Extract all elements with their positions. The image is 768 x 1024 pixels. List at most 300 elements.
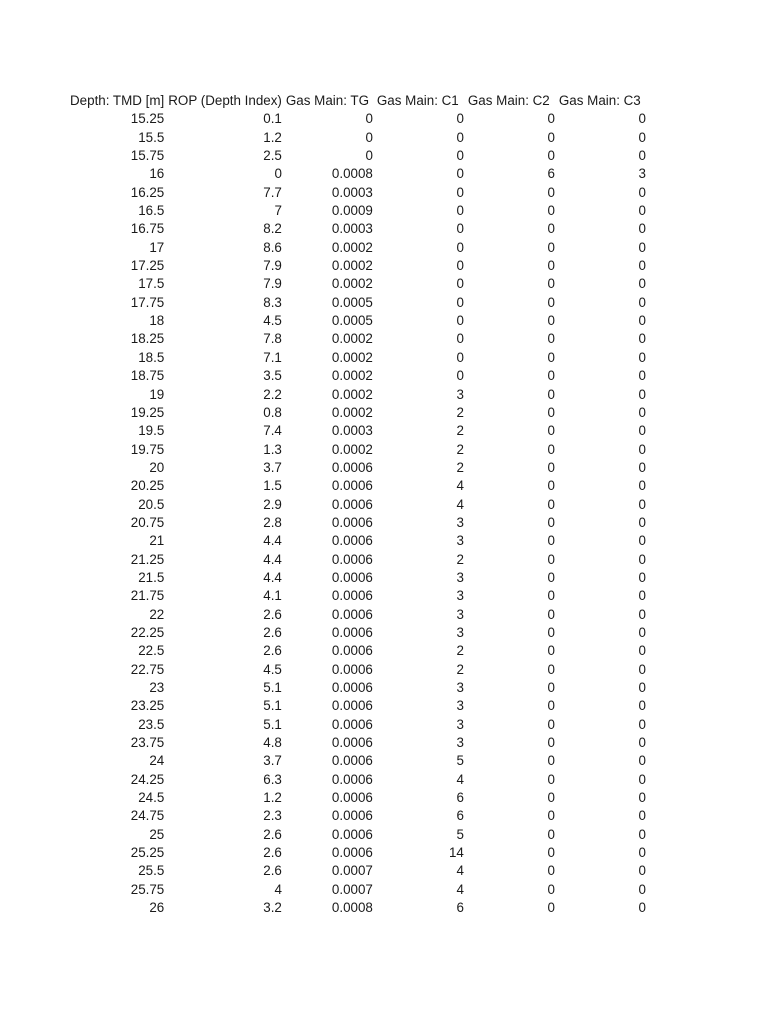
table-row xyxy=(68,661,648,679)
cell-gas-c1: 4 xyxy=(456,478,464,494)
cell-gas-c2: 0 xyxy=(547,423,555,439)
cell-gas-tg: 0 xyxy=(365,129,373,145)
cell-gas-c3: 0 xyxy=(638,258,646,274)
cell-gas-c3: 0 xyxy=(638,184,646,200)
cell-gas-c3: 0 xyxy=(638,221,646,237)
cell-gas-c1: 3 xyxy=(456,680,464,695)
table-row xyxy=(68,752,648,770)
table-row xyxy=(68,184,648,202)
cell-rop: 6.3 xyxy=(263,771,282,787)
cell-gas-tg: 0.0007 xyxy=(331,881,373,897)
cell-gas-tg: 0.0006 xyxy=(331,514,373,530)
cell-rop: 7.4 xyxy=(263,423,282,439)
table-row xyxy=(68,147,648,165)
cell-rop: 1.2 xyxy=(263,129,282,145)
cell-gas-c2: 0 xyxy=(547,533,555,549)
cell-rop: 2.6 xyxy=(263,624,282,640)
cell-depth: 17.5 xyxy=(138,276,165,292)
cell-gas-c3: 0 xyxy=(638,716,646,732)
cell-gas-c3: 0 xyxy=(638,313,646,329)
cell-gas-c2: 0 xyxy=(547,404,555,420)
cell-depth: 24.5 xyxy=(138,790,165,806)
cell-gas-c2: 0 xyxy=(547,258,555,274)
cell-rop: 2.3 xyxy=(263,808,282,824)
cell-gas-c2: 0 xyxy=(547,386,555,402)
table-row xyxy=(68,844,648,862)
cell-gas-tg: 0.0006 xyxy=(331,771,373,787)
cell-gas-c3: 0 xyxy=(638,680,646,695)
cell-rop: 1.3 xyxy=(263,441,282,457)
cell-gas-tg: 0.0002 xyxy=(331,368,373,384)
cell-gas-c1: 0 xyxy=(456,203,464,219)
cell-gas-c2: 0 xyxy=(547,790,555,806)
cell-gas-c1: 0 xyxy=(456,276,464,292)
cell-gas-tg: 0.0006 xyxy=(331,533,373,549)
cell-gas-c3: 0 xyxy=(638,111,646,127)
table-row xyxy=(68,551,648,569)
table-row xyxy=(68,220,648,238)
cell-gas-c2: 0 xyxy=(547,441,555,457)
cell-gas-c1: 2 xyxy=(456,404,464,420)
cell-depth: 25.5 xyxy=(138,863,165,879)
table-row xyxy=(68,734,648,752)
cell-rop: 4 xyxy=(274,881,282,897)
cell-gas-tg: 0.0006 xyxy=(331,551,373,567)
table-row xyxy=(68,422,648,440)
cell-rop: 3.7 xyxy=(263,459,282,475)
header-gas-main-tg: Gas Main: TG xyxy=(285,93,369,108)
table-row xyxy=(68,807,648,825)
cell-gas-c2: 0 xyxy=(547,239,555,255)
cell-gas-c3: 0 xyxy=(638,294,646,310)
cell-gas-c2: 0 xyxy=(547,551,555,567)
cell-gas-c1: 3 xyxy=(456,386,464,402)
table-row xyxy=(68,899,648,917)
cell-gas-c2: 0 xyxy=(547,368,555,384)
cell-gas-tg: 0.0006 xyxy=(331,624,373,640)
cell-gas-c2: 0 xyxy=(547,514,555,530)
cell-gas-c1: 3 xyxy=(456,514,464,530)
cell-rop: 2.6 xyxy=(263,845,282,861)
cell-rop: 2.6 xyxy=(263,863,282,879)
cell-gas-c1: 5 xyxy=(456,753,464,769)
cell-gas-c2: 0 xyxy=(547,184,555,200)
table-row xyxy=(68,477,648,495)
cell-gas-c1: 5 xyxy=(456,826,464,842)
cell-rop: 2.9 xyxy=(263,496,282,512)
table-row xyxy=(68,862,648,880)
table-row xyxy=(68,496,648,514)
cell-depth: 22.25 xyxy=(130,624,165,640)
cell-gas-tg: 0 xyxy=(365,111,373,127)
cell-gas-c1: 4 xyxy=(456,881,464,897)
table-row xyxy=(68,459,648,477)
cell-gas-c1: 2 xyxy=(456,423,464,439)
table-row xyxy=(68,239,648,257)
cell-gas-c1: 3 xyxy=(456,569,464,585)
cell-gas-tg: 0.0006 xyxy=(331,478,373,494)
cell-gas-c3: 0 xyxy=(638,606,646,622)
cell-gas-c2: 6 xyxy=(547,166,555,182)
cell-gas-c1: 0 xyxy=(456,129,464,145)
cell-gas-c3: 0 xyxy=(638,900,646,916)
cell-gas-c3: 0 xyxy=(638,423,646,439)
cell-depth: 23.75 xyxy=(130,735,165,751)
cell-depth: 17.75 xyxy=(130,294,165,310)
header-gas-main-c3: Gas Main: C3 xyxy=(558,93,641,108)
table-row xyxy=(68,202,648,220)
cell-gas-tg: 0.0007 xyxy=(331,863,373,879)
cell-gas-c1: 3 xyxy=(456,716,464,732)
cell-rop: 3.7 xyxy=(263,753,282,769)
cell-gas-c1: 2 xyxy=(456,459,464,475)
cell-depth: 22.75 xyxy=(130,661,165,677)
cell-gas-c3: 0 xyxy=(638,698,646,714)
cell-gas-tg: 0.0006 xyxy=(331,698,373,714)
cell-depth: 17.25 xyxy=(130,258,165,274)
cell-gas-tg: 0 xyxy=(365,148,373,164)
cell-gas-c1: 3 xyxy=(456,698,464,714)
cell-depth: 15.25 xyxy=(130,111,165,127)
cell-depth: 19.5 xyxy=(138,423,165,439)
cell-gas-c2: 0 xyxy=(547,826,555,842)
cell-gas-c1: 0 xyxy=(456,221,464,237)
table-row xyxy=(68,514,648,532)
table-row xyxy=(68,789,648,807)
cell-depth: 17 xyxy=(149,239,165,255)
cell-gas-c1: 14 xyxy=(448,845,464,861)
cell-depth: 23.5 xyxy=(138,716,165,732)
cell-gas-tg: 0.0003 xyxy=(331,184,373,200)
cell-gas-c1: 0 xyxy=(456,258,464,274)
cell-depth: 21.25 xyxy=(130,551,165,567)
cell-depth: 15.5 xyxy=(138,129,165,145)
cell-gas-c1: 0 xyxy=(456,111,464,127)
cell-gas-c2: 0 xyxy=(547,735,555,751)
cell-gas-c1: 0 xyxy=(456,331,464,347)
cell-gas-c2: 0 xyxy=(547,900,555,916)
cell-rop: 4.8 xyxy=(263,735,282,751)
cell-depth: 16.75 xyxy=(130,221,165,237)
cell-gas-tg: 0.0006 xyxy=(331,643,373,659)
cell-gas-c3: 0 xyxy=(638,368,646,384)
cell-gas-c2: 0 xyxy=(547,111,555,127)
cell-rop: 7.1 xyxy=(263,349,282,365)
cell-rop: 5.1 xyxy=(263,698,282,714)
cell-gas-c2: 0 xyxy=(547,771,555,787)
cell-gas-c3: 0 xyxy=(638,276,646,292)
cell-gas-c3: 0 xyxy=(638,148,646,164)
cell-depth: 20.5 xyxy=(138,496,165,512)
cell-gas-c2: 0 xyxy=(547,459,555,475)
cell-depth: 18 xyxy=(149,313,165,329)
cell-gas-tg: 0.0006 xyxy=(331,459,373,475)
table-row xyxy=(68,110,648,128)
cell-rop: 7.7 xyxy=(263,184,282,200)
header-rop-depth-index: ROP (Depth Index) xyxy=(168,93,282,108)
cell-rop: 2.8 xyxy=(263,514,282,530)
table-row xyxy=(68,771,648,789)
cell-gas-c3: 0 xyxy=(638,478,646,494)
cell-gas-c1: 6 xyxy=(456,808,464,824)
cell-gas-tg: 0.0006 xyxy=(331,680,373,695)
cell-gas-c2: 0 xyxy=(547,606,555,622)
table-body xyxy=(68,110,648,917)
cell-rop: 2.6 xyxy=(263,826,282,842)
cell-gas-tg: 0.0006 xyxy=(331,661,373,677)
table-row xyxy=(68,349,648,367)
cell-depth: 16 xyxy=(149,166,165,182)
cell-gas-c1: 0 xyxy=(456,313,464,329)
cell-gas-c1: 2 xyxy=(456,661,464,677)
cell-depth: 18.25 xyxy=(130,331,165,347)
cell-gas-c3: 0 xyxy=(638,331,646,347)
cell-depth: 20.75 xyxy=(130,514,165,530)
cell-depth: 20.25 xyxy=(130,478,165,494)
cell-gas-c3: 0 xyxy=(638,129,646,145)
cell-gas-c3: 0 xyxy=(638,386,646,402)
cell-depth: 24.25 xyxy=(130,771,165,787)
cell-gas-tg: 0.0006 xyxy=(331,790,373,806)
cell-gas-c1: 0 xyxy=(456,349,464,365)
cell-gas-c2: 0 xyxy=(547,478,555,494)
table-row xyxy=(68,330,648,348)
cell-gas-c3: 0 xyxy=(638,459,646,475)
cell-gas-c1: 6 xyxy=(456,900,464,916)
cell-gas-tg: 0.0006 xyxy=(331,735,373,751)
table-row xyxy=(68,367,648,385)
cell-depth: 23 xyxy=(149,680,165,695)
cell-gas-c2: 0 xyxy=(547,129,555,145)
cell-depth: 24 xyxy=(149,753,165,769)
cell-gas-c2: 0 xyxy=(547,294,555,310)
cell-gas-c3: 0 xyxy=(638,624,646,640)
cell-depth: 18.75 xyxy=(130,368,165,384)
cell-depth: 19.25 xyxy=(130,404,165,420)
table-row xyxy=(68,826,648,844)
cell-gas-tg: 0.0002 xyxy=(331,258,373,274)
cell-gas-c2: 0 xyxy=(547,624,555,640)
cell-rop: 1.2 xyxy=(263,790,282,806)
cell-gas-c2: 0 xyxy=(547,698,555,714)
cell-gas-c3: 0 xyxy=(638,349,646,365)
cell-gas-c3: 0 xyxy=(638,826,646,842)
cell-gas-c3: 0 xyxy=(638,661,646,677)
cell-gas-c1: 3 xyxy=(456,624,464,640)
cell-gas-c3: 0 xyxy=(638,569,646,585)
cell-gas-c1: 6 xyxy=(456,790,464,806)
cell-gas-c1: 4 xyxy=(456,863,464,879)
cell-gas-c2: 0 xyxy=(547,661,555,677)
cell-depth: 26 xyxy=(149,900,165,916)
cell-depth: 21.75 xyxy=(130,588,165,604)
cell-gas-c3: 0 xyxy=(638,863,646,879)
cell-rop: 7 xyxy=(274,203,282,219)
gas-log-table xyxy=(68,92,648,917)
cell-gas-c1: 4 xyxy=(456,771,464,787)
cell-gas-c3: 0 xyxy=(638,496,646,512)
cell-rop: 2.2 xyxy=(263,386,282,402)
cell-gas-c1: 2 xyxy=(456,551,464,567)
cell-depth: 22 xyxy=(149,606,165,622)
cell-gas-c2: 0 xyxy=(547,881,555,897)
cell-gas-c3: 0 xyxy=(638,533,646,549)
cell-gas-c3: 0 xyxy=(638,551,646,567)
cell-depth: 25.75 xyxy=(130,881,165,897)
cell-rop: 8.3 xyxy=(263,294,282,310)
cell-gas-c1: 0 xyxy=(456,184,464,200)
cell-gas-c2: 0 xyxy=(547,716,555,732)
cell-gas-c2: 0 xyxy=(547,808,555,824)
cell-rop: 0.1 xyxy=(263,111,282,127)
cell-rop: 3.5 xyxy=(263,368,282,384)
cell-depth: 23.25 xyxy=(130,698,165,714)
cell-rop: 7.9 xyxy=(263,276,282,292)
cell-gas-tg: 0.0002 xyxy=(331,239,373,255)
table-row xyxy=(68,129,648,147)
cell-gas-c3: 0 xyxy=(638,404,646,420)
cell-gas-tg: 0.0002 xyxy=(331,331,373,347)
cell-gas-c1: 2 xyxy=(456,441,464,457)
table-row xyxy=(68,294,648,312)
table-row xyxy=(68,624,648,642)
cell-rop: 5.1 xyxy=(263,716,282,732)
cell-gas-tg: 0.0006 xyxy=(331,588,373,604)
cell-rop: 2.6 xyxy=(263,606,282,622)
cell-gas-c1: 3 xyxy=(456,588,464,604)
header-gas-main-c2: Gas Main: C2 xyxy=(467,93,550,108)
cell-gas-c2: 0 xyxy=(547,203,555,219)
cell-rop: 4.4 xyxy=(263,533,282,549)
cell-gas-c1: 0 xyxy=(456,166,464,182)
cell-rop: 0.8 xyxy=(263,404,282,420)
cell-rop: 8.6 xyxy=(263,239,282,255)
table-row xyxy=(68,716,648,734)
cell-depth: 24.75 xyxy=(130,808,165,824)
cell-gas-tg: 0.0005 xyxy=(331,313,373,329)
cell-gas-c2: 0 xyxy=(547,331,555,347)
cell-rop: 4.1 xyxy=(263,588,282,604)
cell-gas-c1: 2 xyxy=(456,643,464,659)
table-row xyxy=(68,642,648,660)
cell-rop: 0 xyxy=(274,166,282,182)
cell-gas-c2: 0 xyxy=(547,148,555,164)
cell-depth: 25.25 xyxy=(130,845,165,861)
cell-depth: 19.75 xyxy=(130,441,165,457)
cell-depth: 22.5 xyxy=(138,643,165,659)
cell-gas-c1: 3 xyxy=(456,533,464,549)
table-row xyxy=(68,679,648,697)
cell-depth: 21 xyxy=(149,533,165,549)
cell-gas-c3: 0 xyxy=(638,514,646,530)
cell-depth: 16.5 xyxy=(138,203,165,219)
cell-rop: 4.4 xyxy=(263,569,282,585)
cell-gas-tg: 0.0006 xyxy=(331,845,373,861)
cell-gas-tg: 0.0002 xyxy=(331,441,373,457)
cell-gas-c2: 0 xyxy=(547,643,555,659)
cell-gas-c3: 0 xyxy=(638,588,646,604)
table-row xyxy=(68,587,648,605)
cell-gas-c3: 0 xyxy=(638,735,646,751)
table-row xyxy=(68,441,648,459)
cell-gas-c2: 0 xyxy=(547,863,555,879)
cell-gas-c3: 0 xyxy=(638,203,646,219)
cell-rop: 2.6 xyxy=(263,643,282,659)
cell-gas-tg: 0.0006 xyxy=(331,569,373,585)
cell-rop: 7.9 xyxy=(263,258,282,274)
cell-rop: 8.2 xyxy=(263,221,282,237)
header-gas-main-c1: Gas Main: C1 xyxy=(376,93,459,108)
cell-gas-c3: 0 xyxy=(638,881,646,897)
table-row xyxy=(68,606,648,624)
cell-gas-tg: 0.0006 xyxy=(331,496,373,512)
cell-gas-c2: 0 xyxy=(547,753,555,769)
cell-depth: 15.75 xyxy=(130,148,165,164)
table-row xyxy=(68,697,648,715)
cell-gas-tg: 0.0008 xyxy=(331,166,373,182)
spreadsheet-page xyxy=(68,92,648,917)
cell-gas-c2: 0 xyxy=(547,588,555,604)
table-row xyxy=(68,386,648,404)
table-header xyxy=(68,92,648,110)
cell-gas-c3: 0 xyxy=(638,771,646,787)
cell-depth: 20 xyxy=(149,459,165,475)
cell-rop: 2.5 xyxy=(263,148,282,164)
cell-gas-c2: 0 xyxy=(547,313,555,329)
cell-depth: 16.25 xyxy=(130,184,165,200)
cell-gas-tg: 0.0003 xyxy=(331,221,373,237)
cell-gas-tg: 0.0003 xyxy=(331,423,373,439)
cell-gas-c2: 0 xyxy=(547,569,555,585)
cell-depth: 18.5 xyxy=(138,349,165,365)
cell-gas-c1: 3 xyxy=(456,735,464,751)
cell-gas-tg: 0.0006 xyxy=(331,808,373,824)
cell-depth: 21.5 xyxy=(138,569,165,585)
cell-gas-c3: 0 xyxy=(638,790,646,806)
cell-gas-c1: 0 xyxy=(456,294,464,310)
cell-gas-tg: 0.0006 xyxy=(331,753,373,769)
cell-gas-tg: 0.0005 xyxy=(331,294,373,310)
cell-rop: 4.5 xyxy=(263,661,282,677)
table-row xyxy=(68,532,648,550)
cell-depth: 19 xyxy=(149,386,165,402)
cell-gas-c1: 3 xyxy=(456,606,464,622)
cell-gas-c3: 0 xyxy=(638,239,646,255)
table-row xyxy=(68,569,648,587)
cell-gas-tg: 0.0008 xyxy=(331,900,373,916)
cell-rop: 7.8 xyxy=(263,331,282,347)
cell-gas-c1: 0 xyxy=(456,239,464,255)
cell-gas-tg: 0.0002 xyxy=(331,276,373,292)
cell-gas-tg: 0.0002 xyxy=(331,386,373,402)
cell-rop: 4.4 xyxy=(263,551,282,567)
table-row xyxy=(68,275,648,293)
cell-gas-c2: 0 xyxy=(547,845,555,861)
cell-gas-tg: 0.0006 xyxy=(331,826,373,842)
cell-gas-c3: 0 xyxy=(638,643,646,659)
cell-gas-tg: 0.0006 xyxy=(331,716,373,732)
cell-gas-c2: 0 xyxy=(547,496,555,512)
cell-gas-c1: 0 xyxy=(456,368,464,384)
table-row xyxy=(68,312,648,330)
cell-gas-c2: 0 xyxy=(547,349,555,365)
cell-gas-c1: 4 xyxy=(456,496,464,512)
cell-rop: 3.2 xyxy=(263,900,282,916)
cell-gas-c3: 3 xyxy=(638,166,646,182)
cell-gas-tg: 0.0009 xyxy=(331,203,373,219)
table-row xyxy=(68,404,648,422)
table-row xyxy=(68,165,648,183)
